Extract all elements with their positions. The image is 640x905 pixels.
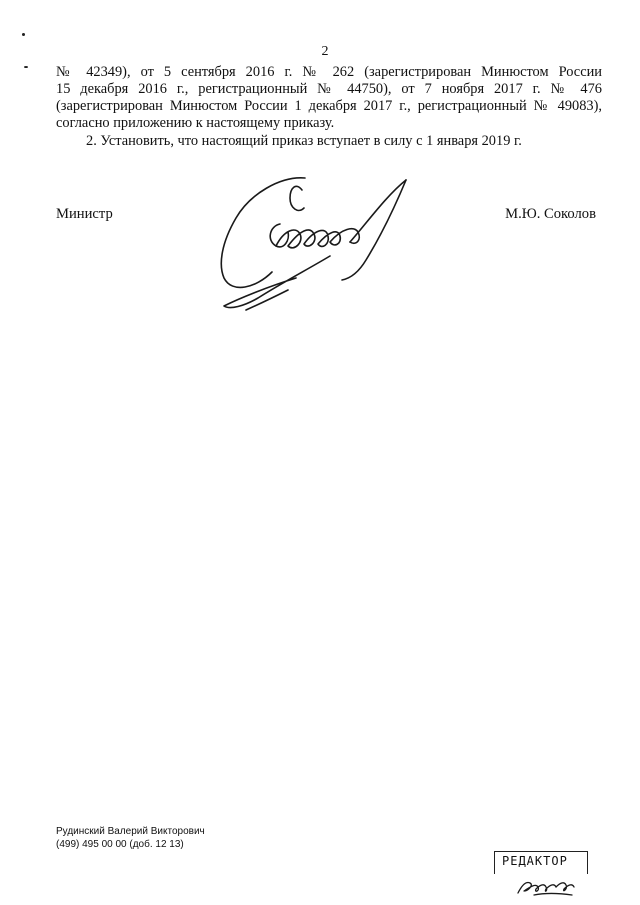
scan-speck — [24, 66, 28, 68]
handwritten-initials-icon — [514, 867, 590, 899]
executor-name: Рудинский Валерий Викторович — [56, 826, 205, 837]
editor-stamp — [494, 851, 590, 899]
paragraph-1 — [56, 64, 602, 132]
stamp-label: РЕДАКТОР — [502, 854, 568, 868]
paragraph-2: 2. Установить, что настоящий приказ вступает в силу с 1 января 2019 г. — [86, 133, 522, 149]
signer-title: Министр — [56, 206, 113, 222]
paragraph-1-line-4: согласно приложению к настоящему приказу. — [56, 115, 335, 131]
page-number: 2 — [321, 44, 329, 59]
signature-icon — [210, 160, 420, 320]
executor-info — [56, 825, 205, 851]
scan-speck — [22, 33, 25, 36]
signer-name: М.Ю. Соколов — [505, 206, 596, 222]
paragraph-1-line-1: № 42349), от 5 сентября 2016 г. № 262 (зарегистрирован Минюстом России — [56, 64, 602, 80]
paragraph-1-line-3: (зарегистрирован Минюстом России 1 декабря 2017 г., регистрационный № 49083), — [56, 98, 602, 114]
paragraph-1-line-2: 15 декабря 2016 г., регистрационный № 44750), от 7 ноября 2017 г. № 476 — [56, 81, 602, 97]
executor-phone: (499) 495 00 00 (доб. 12 13) — [56, 839, 184, 850]
